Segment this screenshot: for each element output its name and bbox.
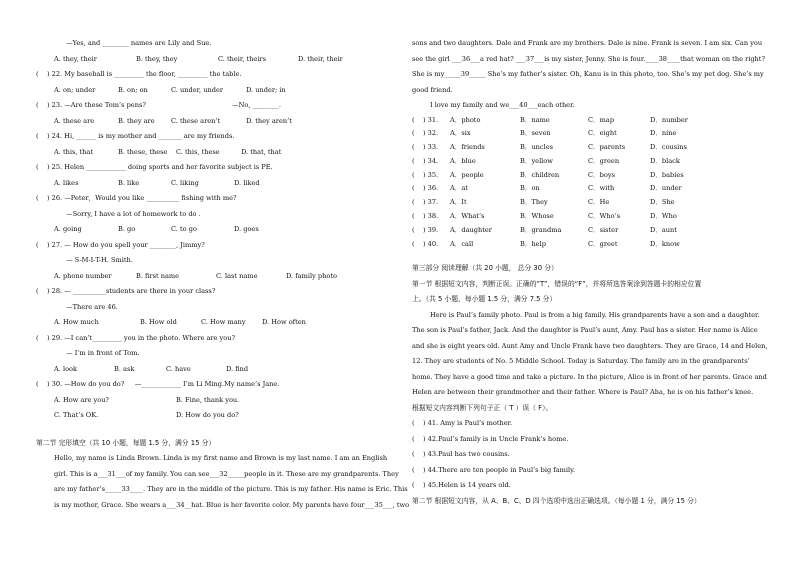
option-b[interactable]: B．on	[520, 184, 540, 193]
q26-option-a[interactable]: A. going	[54, 225, 82, 233]
q22-option-c[interactable]: C. under, under	[171, 85, 224, 94]
q24-stem: ( ) 24. Hi, ______ is my mother and _______ are my friends.	[36, 132, 235, 140]
cloze-option-row	[412, 155, 774, 169]
option-b[interactable]: B．yellow	[520, 156, 553, 165]
cloze-cont-line-1: sons and two daughters. Dale and Frank are my brothers. Dale is nine. Frank is seven. I am six. Can you	[412, 39, 763, 47]
tf-question-43[interactable]: ( ) 43.Paul has two cousins.	[412, 450, 510, 459]
q21-option-b[interactable]: B. they, they	[136, 54, 178, 63]
q23-stem: ( ) 23. —Are these Tom’s pens?	[36, 101, 146, 109]
tf-question-44[interactable]: ( ) 44.There are ten people in Paul’s big family.	[412, 465, 576, 474]
q22-option-b[interactable]: B. on; on	[118, 85, 148, 94]
q23-options	[36, 114, 398, 130]
part3-section1-instruction-1: 第一节 根据短文内容，判断正误。正确的“T”，错误的“F”，并将所选答案涂到答题卡的相应位置	[412, 279, 702, 288]
option-d[interactable]: D．black	[650, 156, 680, 165]
q22-option-d[interactable]: D. under; in	[246, 85, 286, 94]
left-column	[36, 36, 410, 513]
q24-option-d[interactable]: D. that, that	[241, 147, 282, 156]
option-c[interactable]: C．He	[588, 198, 610, 207]
q29-option-b[interactable]: B. ask	[114, 364, 135, 373]
tf-question-45[interactable]: ( ) 45.Helen is 14 years old.	[412, 481, 511, 490]
q29-option-a[interactable]: A. look	[54, 364, 77, 373]
option-a[interactable]: A．at	[450, 184, 468, 193]
option-d[interactable]: D．aunt	[650, 225, 677, 234]
q24-option-c[interactable]: C. this, these	[176, 147, 220, 156]
reading-line-6: Helen are between their grandmother and their father. Where is Paul? Aha, he is on his father’s knee.	[412, 388, 754, 397]
tf-question-41[interactable]: ( ) 41. Amy is Paul’s mother.	[412, 419, 513, 428]
option-d[interactable]: D．number	[650, 115, 688, 124]
q21-options	[36, 52, 398, 68]
option-a[interactable]: A．It	[450, 198, 467, 207]
cloze-option-row	[412, 141, 774, 155]
cloze-option-row	[412, 114, 774, 128]
section2-title: 第二节 完形填空（共 10 小题，每题 1.5 分，满分 15 分）	[36, 438, 216, 447]
q24-option-a[interactable]: A. this, that	[54, 147, 94, 156]
q28-reply: —There are 46.	[66, 302, 118, 311]
option-b[interactable]: B．name	[520, 115, 550, 124]
q23-reply: —No, ________.	[232, 101, 281, 109]
q28-option-d[interactable]: D. How often	[262, 318, 306, 326]
option-b[interactable]: B．grandma	[520, 225, 562, 234]
reading-line-5: home. They have a good time and take a picture. In the picture, Alice is in front of her parents. Grace and	[412, 372, 767, 381]
q27-option-d[interactable]: D. family photo	[286, 271, 337, 280]
option-a[interactable]: A．call	[450, 239, 474, 248]
cloze-option-row	[412, 182, 774, 196]
question-number: ( ) 39.	[412, 225, 439, 234]
q23-stem-line	[36, 98, 398, 114]
option-c[interactable]: C．boys	[588, 170, 615, 179]
option-d[interactable]: D．Who	[650, 212, 677, 221]
part3-title: 第三部分 阅读理解（共 20 小题， 总分 30 分）	[412, 264, 558, 273]
option-c[interactable]: C．sister	[588, 225, 619, 234]
q26-stem: ( ) 26. —Peter，Would you like __________ fishing with me?	[36, 194, 237, 202]
option-d[interactable]: D．She	[650, 198, 675, 207]
q30-options-row1	[36, 393, 398, 409]
q29-stem: ( ) 29. —I can’t_________ you in the photo. Where are you?	[36, 333, 236, 342]
option-a[interactable]: A．blue	[450, 156, 476, 165]
q29-option-c[interactable]: C. have	[166, 364, 191, 373]
option-b[interactable]: B．seven	[520, 129, 551, 138]
option-c[interactable]: C．parents	[588, 143, 626, 152]
q26-options	[36, 222, 398, 238]
question-number: ( ) 32.	[412, 129, 439, 138]
question-number: ( ) 34.	[412, 156, 439, 165]
q28-options	[36, 315, 398, 331]
option-a[interactable]: A．people	[450, 170, 484, 179]
cloze-line-4: is my mother, Grace. She wears a___34__hat. Blue is her favorite color. My parents have four___35___, two	[54, 500, 410, 509]
option-a[interactable]: A．photo	[450, 115, 481, 124]
q27-option-c[interactable]: C. last name	[216, 271, 258, 280]
q25-option-d[interactable]: D. liked	[234, 178, 260, 187]
cloze-option-row	[412, 127, 774, 141]
q25-options	[36, 176, 398, 192]
q25-option-a[interactable]: A. likes	[54, 178, 79, 187]
q27-stem: ( ) 27. — How do you spell your ________, Jimmy?	[36, 240, 205, 249]
question-number: ( ) 36.	[412, 184, 439, 193]
cloze-line-2: girl. This is a___31___of my family. You can see___32_____people in it. These are my grandparents. They	[54, 469, 399, 478]
cloze-options-table	[412, 114, 774, 252]
question-number: ( ) 35.	[412, 170, 439, 179]
q29-option-d[interactable]: D. find	[226, 364, 249, 373]
question-number: ( ) 37.	[412, 198, 439, 207]
cloze-option-row	[412, 210, 774, 224]
q22-option-a[interactable]: A. on; under	[54, 85, 96, 94]
spacer	[412, 251, 774, 261]
q26-option-c[interactable]: C. to go	[171, 225, 197, 233]
cloze-option-row	[412, 169, 774, 183]
q21-option-d[interactable]: D. their, their	[298, 54, 343, 63]
option-a[interactable]: A．six	[450, 129, 471, 138]
option-c[interactable]: C．with	[588, 184, 615, 193]
q30-option-a[interactable]: A. How are you?	[54, 395, 109, 404]
option-b[interactable]: B．Whose	[520, 212, 554, 221]
cloze-line-3: are my father’s_____33____. They are in the middle of the picture. This is my father. His name is Eric. This	[54, 485, 408, 493]
question-number: ( ) 40.	[412, 239, 439, 248]
cloze-option-row	[412, 196, 774, 210]
q29-options	[36, 362, 398, 378]
q28-stem: ( ) 28. — __________students are there in your class?	[36, 287, 216, 295]
q27-reply: — S-M-I-T-H. Smith.	[66, 256, 133, 264]
part3-section2-instruction: 第二节 根据短文内容，从 A、B、C、D 四个选项中选出正确选项。（每小题 1 分，满分 15 分）	[412, 496, 701, 505]
option-c[interactable]: C．green	[588, 156, 620, 165]
option-c[interactable]: C．greet	[588, 239, 618, 248]
tf-instruction: 根据短文内容判断下列句子正（ T ）误（ F）。	[412, 403, 553, 412]
q30-option-b[interactable]: B. Fine, thank you.	[176, 395, 240, 404]
q23-option-d[interactable]: D. they aren’t	[246, 116, 292, 125]
q27-option-b[interactable]: B. first name	[136, 271, 180, 280]
cloze-cont-line-4: good friend.	[412, 85, 453, 94]
cloze-cont-line-3: She is my_____39_____ She’s my father’s sister. Oh, Kanu is in this photo, too. She’s my pet dog. She’s my	[412, 70, 764, 78]
question-number: ( ) 38.	[412, 212, 439, 221]
q26-option-b[interactable]: B. go	[118, 225, 136, 233]
q25-stem: ( ) 25. Helen ____________ doing sports and her favorite subject is PE.	[36, 163, 273, 171]
reading-line-2: The son is Paul’s father, Jack. And the daughter is Paul’s aunt, Amy. Paul has a sister. Her name is Alice	[412, 326, 758, 335]
q23-option-a[interactable]: A. these are	[54, 116, 95, 125]
option-d[interactable]: D．know	[650, 239, 680, 248]
option-b[interactable]: B．help	[520, 239, 546, 248]
q23-option-b[interactable]: B. they are	[118, 116, 155, 125]
q21-option-a[interactable]: A. they, their	[54, 54, 97, 63]
cloze-cont-line-5: I love my family and we___40___each other.	[430, 101, 575, 109]
option-c[interactable]: C．eight	[588, 129, 617, 138]
option-a[interactable]: A．What’s	[450, 212, 485, 221]
q30-options-row2	[36, 408, 398, 424]
q25-option-c[interactable]: C. liking	[171, 178, 199, 187]
q21-option-c[interactable]: C. their, theirs	[218, 54, 266, 63]
option-d[interactable]: D．babies	[650, 170, 684, 179]
option-b[interactable]: B．They	[520, 198, 548, 207]
option-d[interactable]: D．under	[650, 184, 682, 193]
option-b[interactable]: B．children	[520, 170, 560, 179]
q30-option-d[interactable]: D. How do you do?	[176, 411, 239, 419]
option-c[interactable]: C．Who’s	[588, 212, 621, 221]
q28-option-b[interactable]: B. How old	[140, 318, 177, 326]
option-c[interactable]: C．map	[588, 115, 615, 124]
q22-stem: ( ) 22. My baseball is _________ the floor, _________ the table.	[36, 70, 242, 78]
part3-section1-instruction-2: 上。（共 5 小题，每小题 1.5 分，满分 7.5 分）	[412, 295, 557, 304]
reading-line-1: Here is Paul’s family photo. Paul is from a big family. His grandparents have a son and a daughter.	[430, 310, 760, 319]
q27-option-a[interactable]: A. phone number	[54, 271, 112, 280]
cloze-cont-line-2: see the girl ___36___a red hat? ___37___is my sister, Jenny. She is four.____38____that woman on the right?	[412, 54, 765, 63]
option-a[interactable]: A．daughter	[450, 225, 492, 234]
reading-line-4: 12. They are students of No. 5 Middle School. Today is Saturday. The family are in the grandparents’	[412, 357, 750, 366]
cloze-line-1: Hello, my name is Linda Brown. Linda is my first name and Brown is my last name. I am an English	[54, 454, 388, 462]
q30-option-c[interactable]: C. That’s OK.	[54, 411, 99, 419]
q25-option-b[interactable]: B. like	[118, 178, 140, 187]
tf-question-42[interactable]: ( ) 42.Paul’s family is in Uncle Frank’s home.	[412, 434, 569, 443]
option-d[interactable]: D．cousins	[650, 143, 687, 152]
option-d[interactable]: D．nine	[650, 129, 677, 138]
q21-stem: —Yes, and ________ names are Lily and Sue.	[66, 39, 212, 47]
q22-options	[36, 83, 398, 99]
option-b[interactable]: B．uncles	[520, 143, 554, 152]
option-a[interactable]: A．friends	[450, 143, 485, 152]
question-number: ( ) 31.	[412, 115, 439, 124]
q24-option-b[interactable]: B. these, these	[118, 147, 168, 156]
spacer	[36, 424, 398, 436]
cloze-option-row	[412, 238, 774, 252]
q23-option-c[interactable]: C. these aren’t	[171, 116, 221, 125]
cloze-option-row	[412, 224, 774, 238]
q26-option-d[interactable]: D. goes	[234, 225, 259, 233]
q29-reply: — I’m in front of Tom.	[66, 349, 140, 357]
q27-options	[36, 269, 398, 285]
reading-line-3: and she is eight years old. Aunt Amy and Uncle Frank have two daughters. They are Grace, 14 and Helen,	[412, 341, 768, 350]
q30-stem: ( ) 30. —How do you do? —____________ I’m Li Ming.My name’s Jane.	[36, 380, 280, 388]
question-number: ( ) 33.	[412, 143, 439, 152]
q28-option-c[interactable]: C. How many	[201, 318, 246, 326]
q28-option-a[interactable]: A. How much	[54, 318, 99, 326]
q26-reply: —Sorry, I have a lot of homework to do .	[66, 209, 201, 218]
q24-options	[36, 145, 398, 161]
right-column	[412, 36, 774, 509]
